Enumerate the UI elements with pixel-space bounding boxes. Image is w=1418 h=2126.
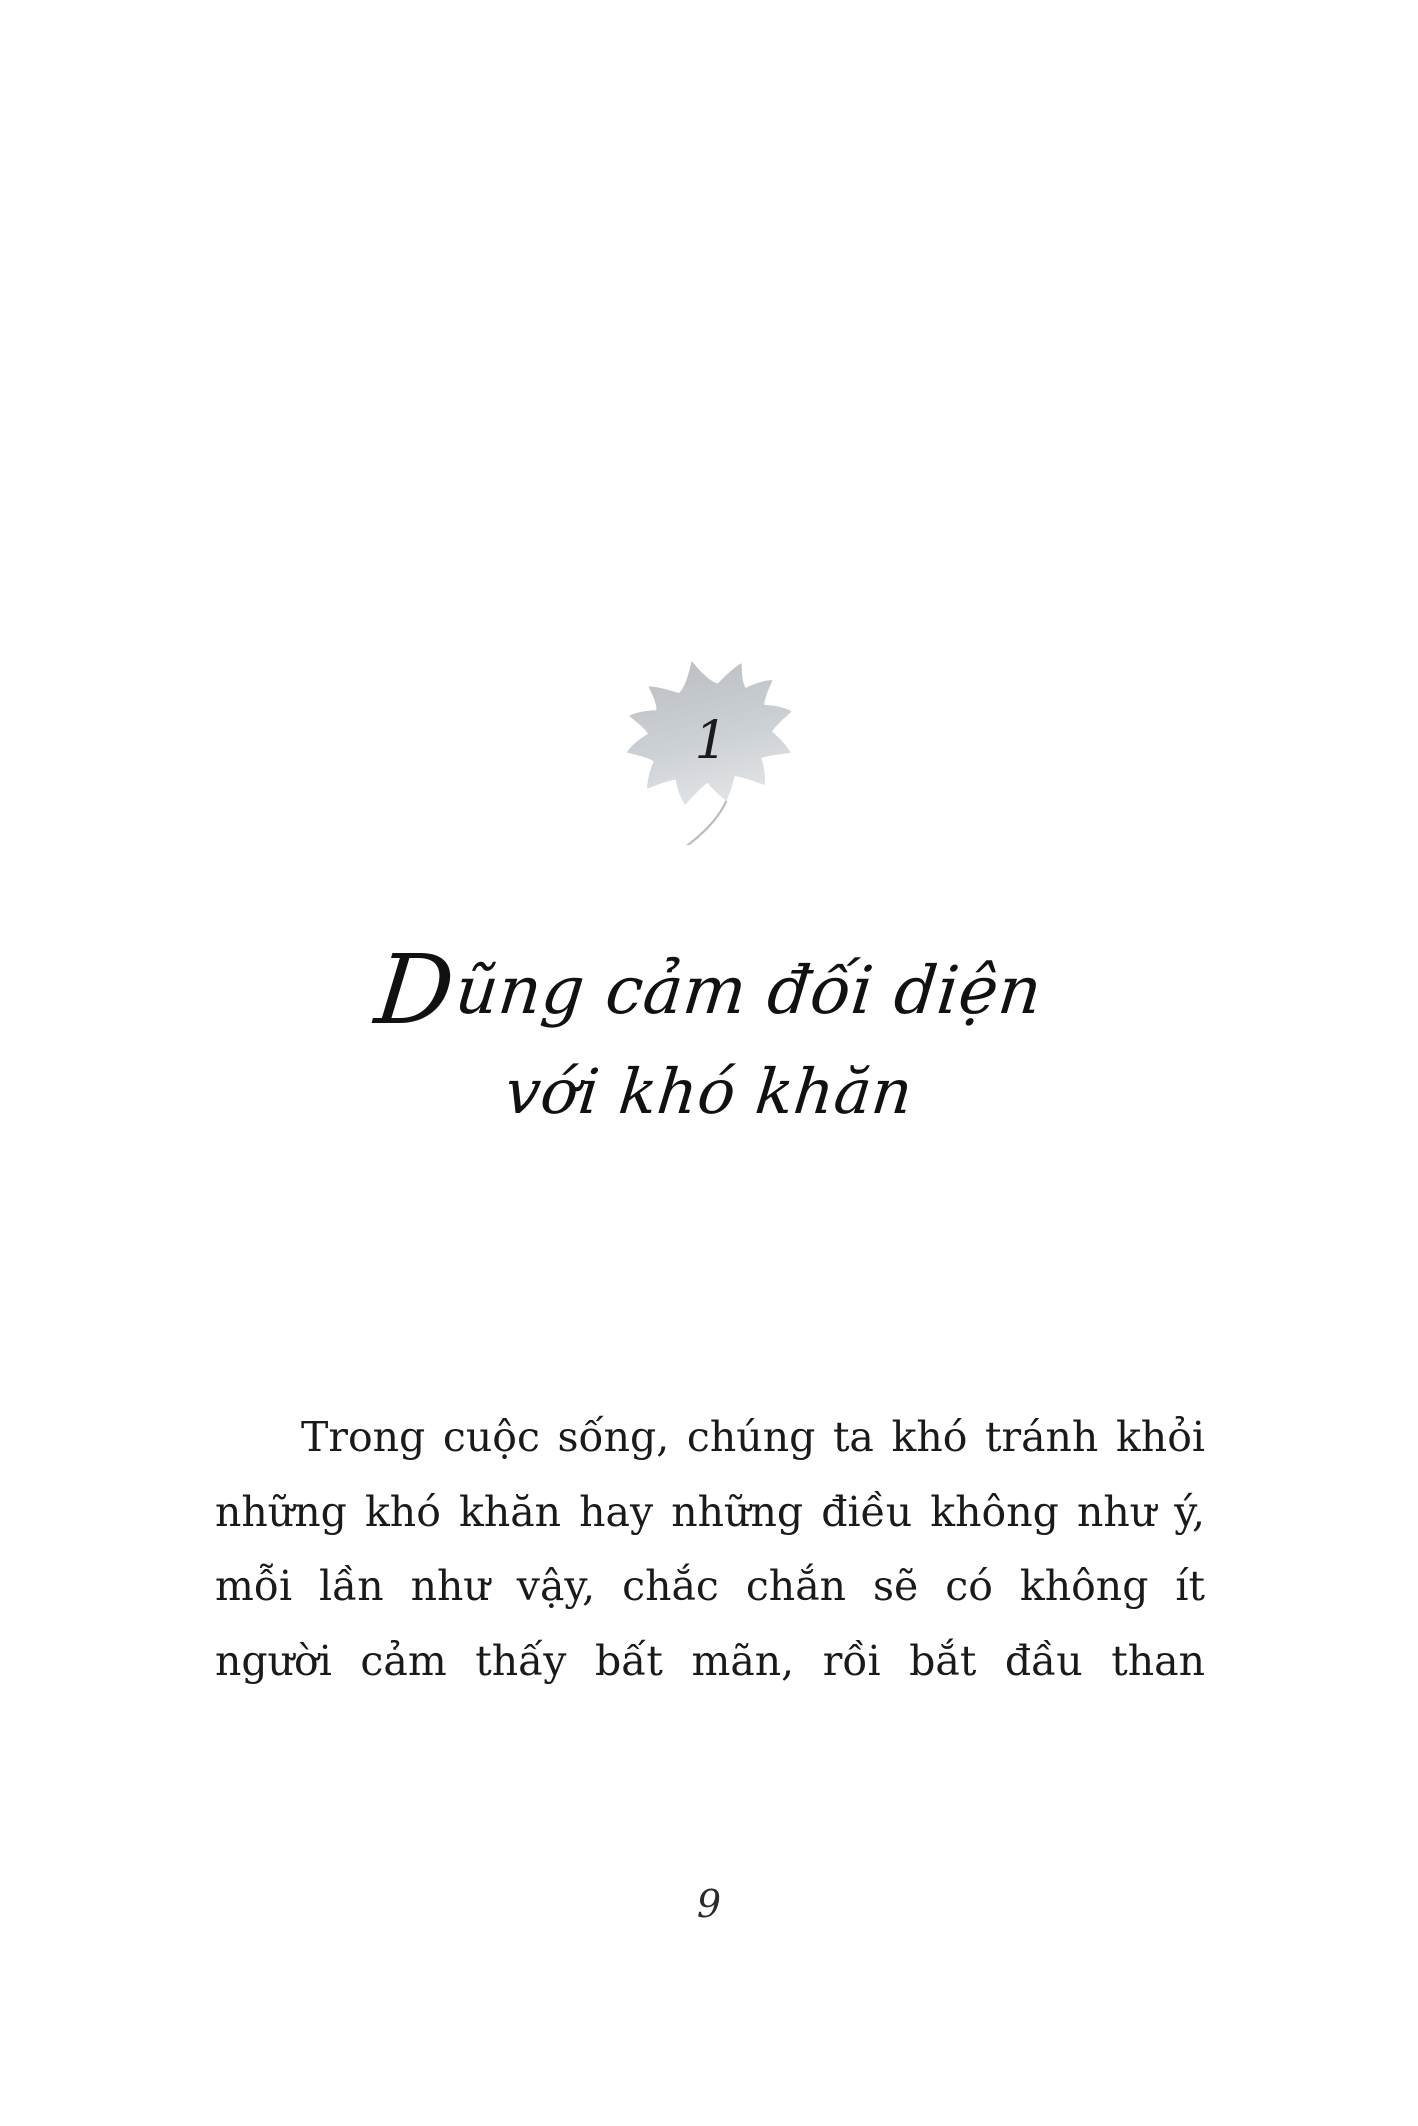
page-number: 9 — [696, 1882, 722, 1926]
chapter-number: 1 — [694, 711, 728, 771]
body-text — [215, 1400, 1205, 1698]
chapter-title-line-1 — [0, 933, 1418, 1046]
chapter-title — [0, 933, 1418, 1137]
body-paragraph: Trong cuộc sống, chúng ta khó tránh khỏi những khó khăn hay những điều không như ý, mỗi lần như vậy, chắc chắn sẽ có không ít người cảm thấy bất mãn, rồi bắt đầu than — [215, 1413, 1205, 1685]
leaf-wrap — [569, 645, 849, 845]
chapter-ornament — [0, 640, 1418, 850]
chapter-title-line-2: với khó khăn — [501, 1054, 917, 1128]
chapter-title-line-1-rest: ũng cảm đối diện — [451, 951, 1046, 1029]
chapter-title-dropcap: D — [370, 933, 460, 1046]
